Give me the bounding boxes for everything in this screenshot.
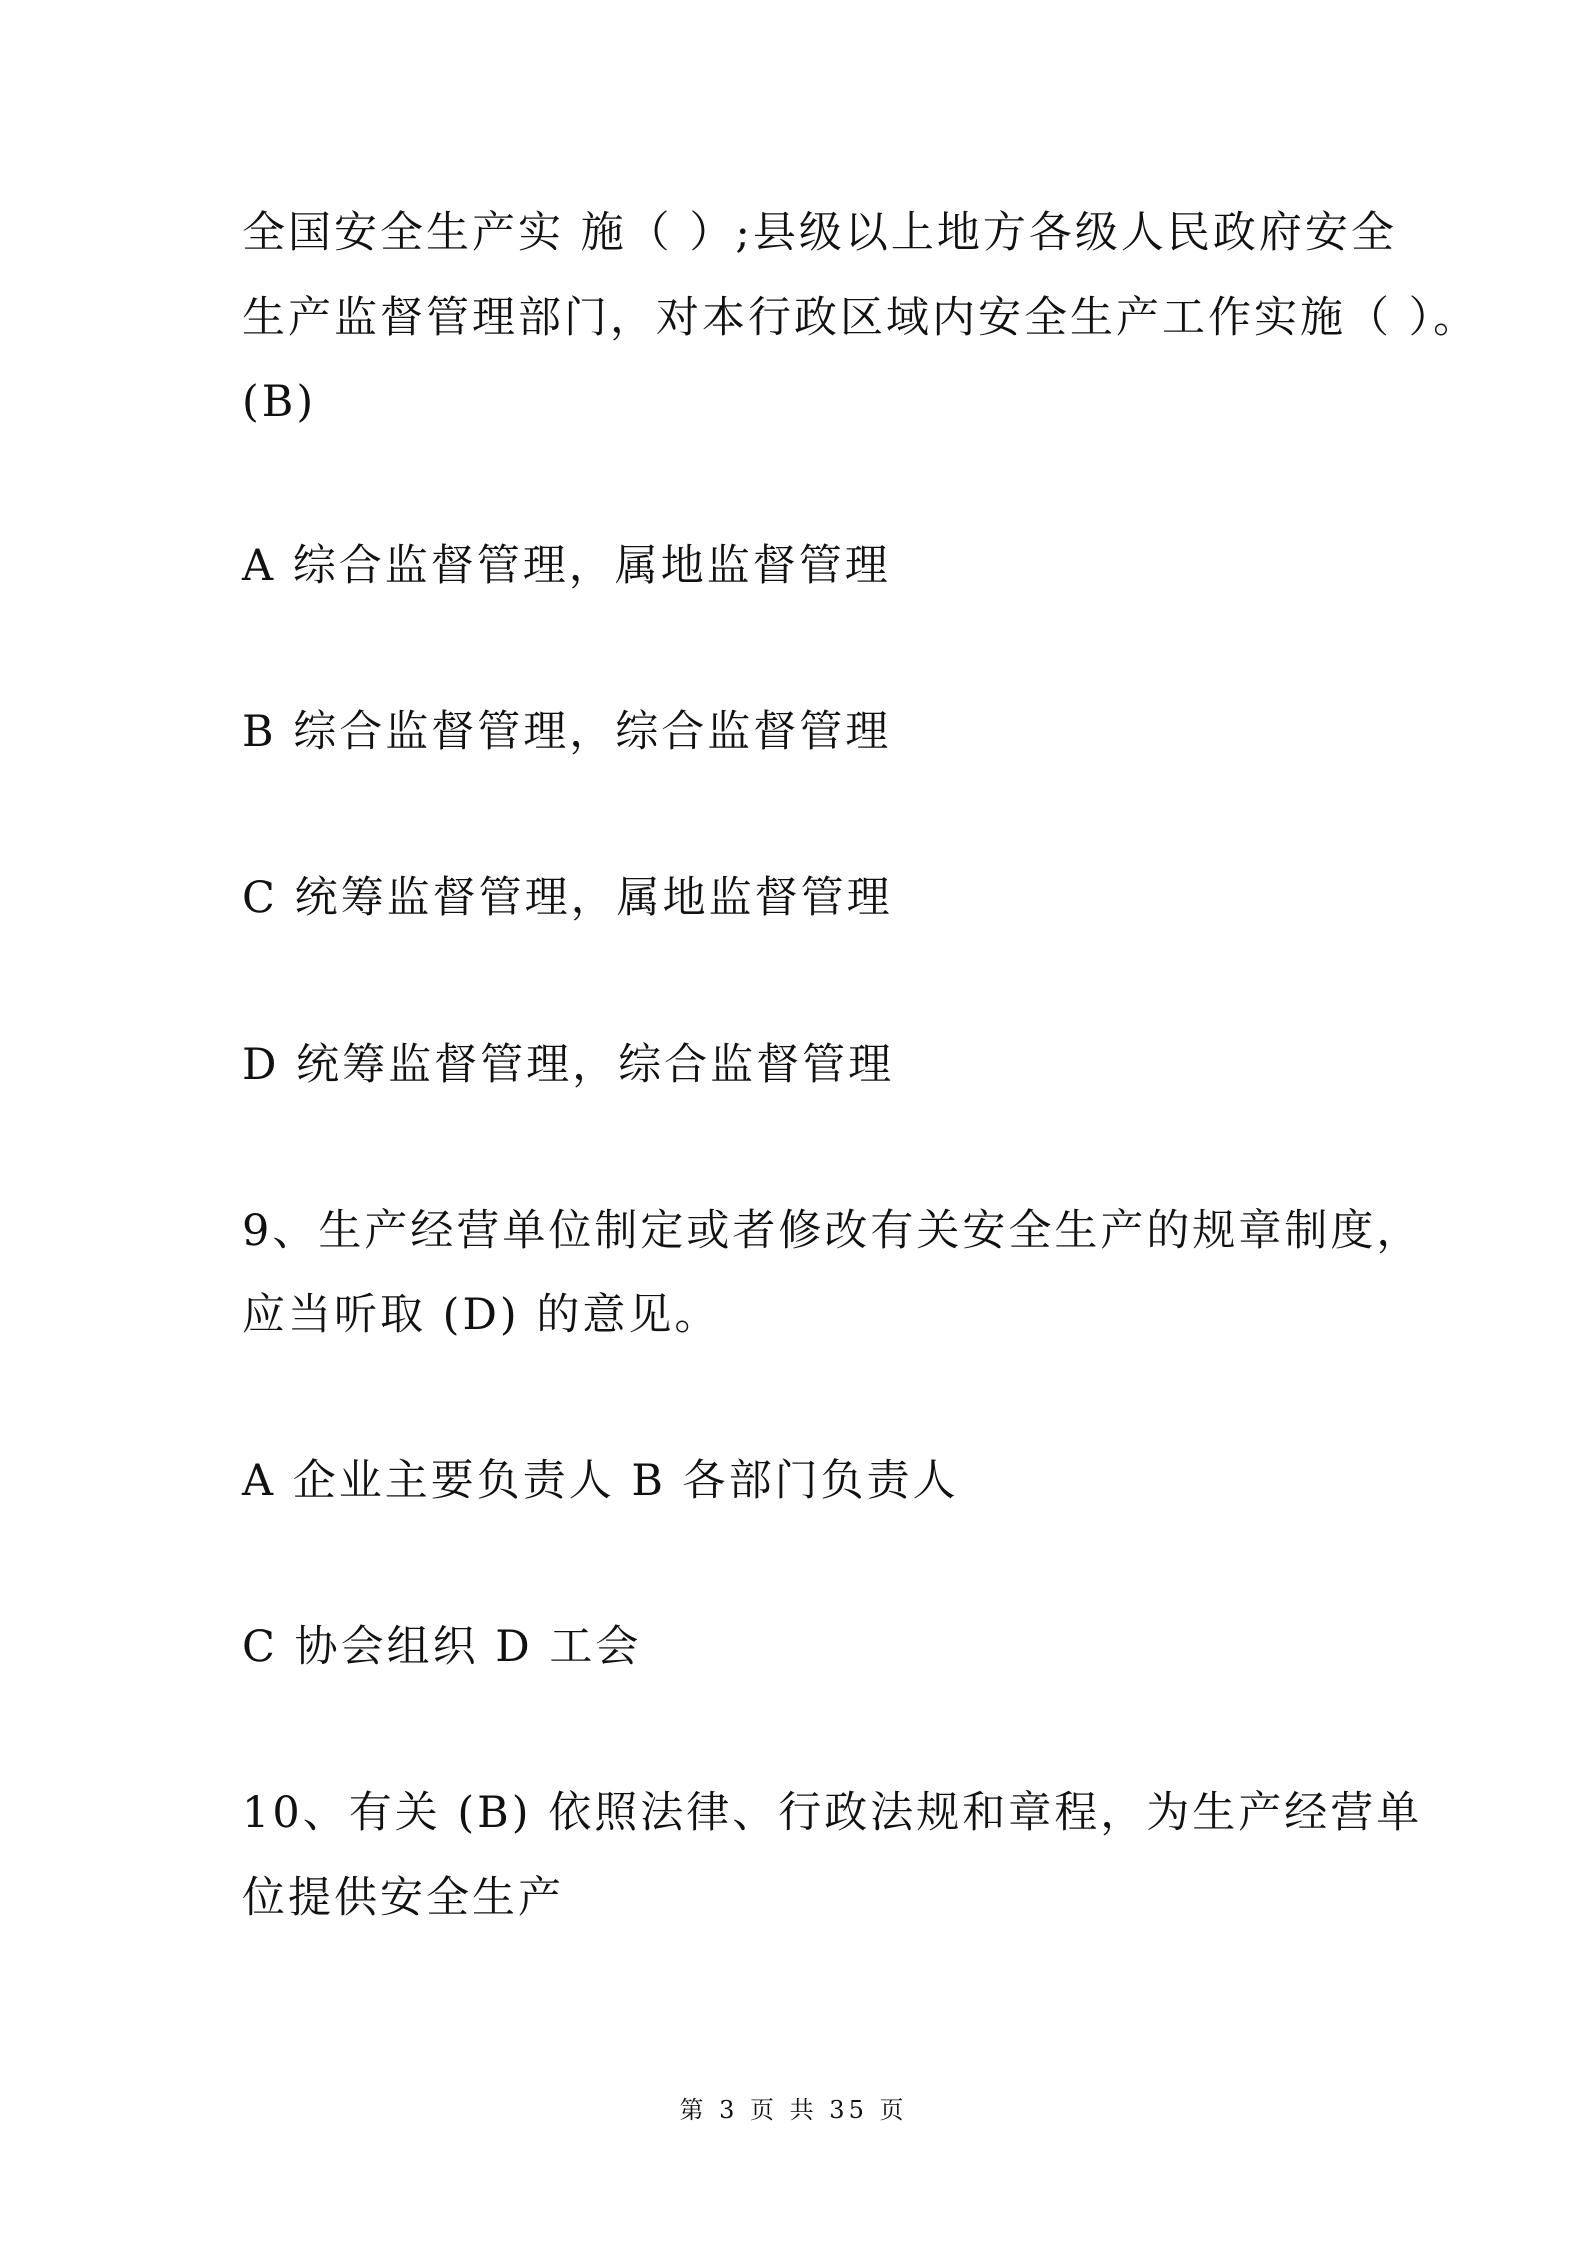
question-8-line-1: 全国安全生产实 施（ ）;县级以上地方各级人民政府安全 — [242, 208, 1397, 258]
question-10-line-1: 10、有关 (B) 依照法律、行政法规和章程，为生产经营单 — [242, 1788, 1423, 1838]
question-8-option-a: A 综合监督管理，属地监督管理 — [242, 541, 891, 591]
question-9-options-cd: C 协会组织 D 工会 — [242, 1622, 642, 1672]
question-8-option-b: B 综合监督管理，综合监督管理 — [242, 707, 892, 757]
question-8-answer: (B) — [242, 377, 317, 427]
question-8-option-c: C 统筹监督管理，属地监督管理 — [242, 873, 893, 923]
question-9-line-1: 9、生产经营单位制定或者修改有关安全生产的规章制度， — [242, 1206, 1423, 1256]
question-9-line-2: 应当听取 (D) 的意见。 — [242, 1290, 721, 1340]
question-8-line-2: 生产监督管理部门，对本行政区域内安全生产工作实施（ ）。 — [242, 293, 1480, 343]
page-number-footer: 第 3 页 共 35 页 — [679, 2096, 908, 2124]
question-9-options-ab: A 企业主要负责人 B 各部门负责人 — [242, 1456, 959, 1506]
question-10-line-2: 位提供安全生产 — [242, 1873, 564, 1923]
question-8-option-d: D 统筹监督管理，综合监督管理 — [242, 1040, 895, 1090]
